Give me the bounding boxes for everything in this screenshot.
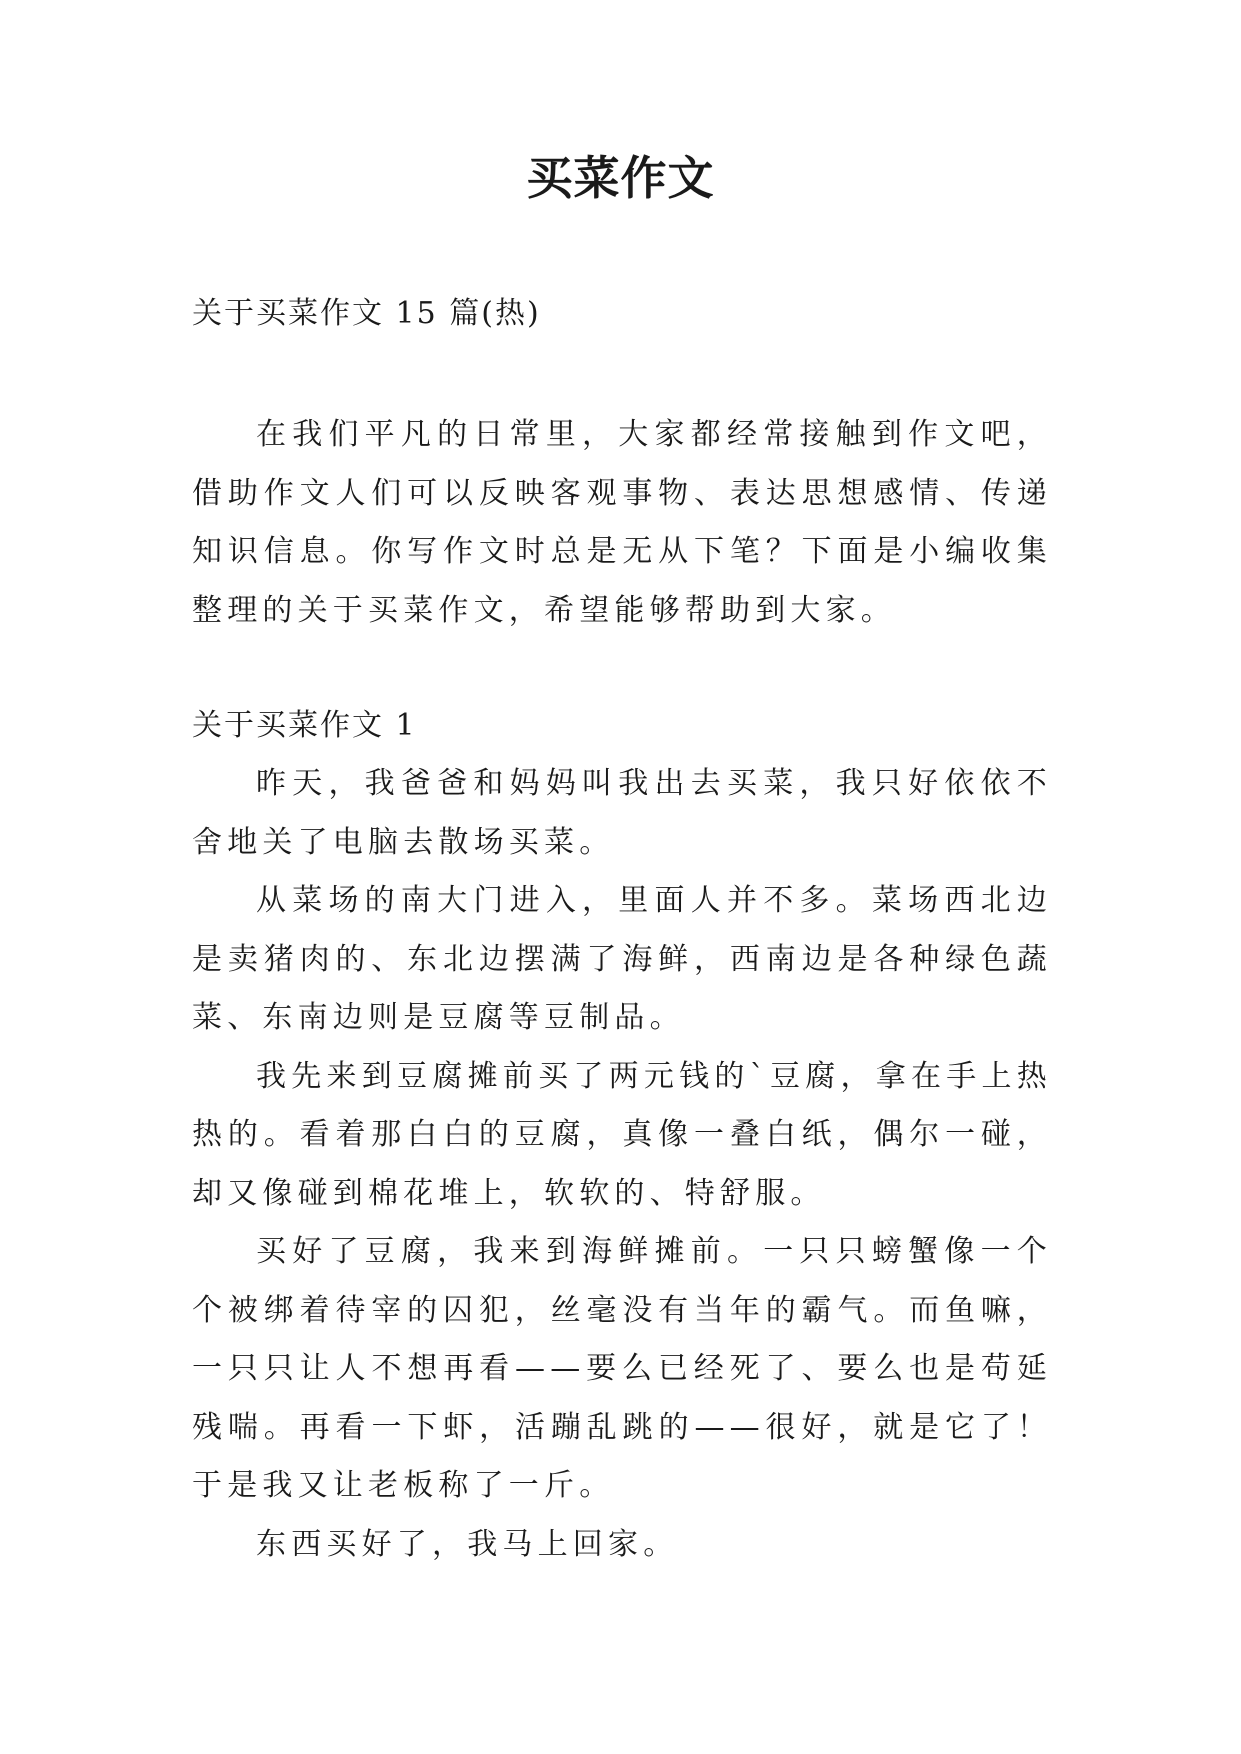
section-body (192, 755, 1052, 1574)
body-paragraph: 昨天，我爸爸和妈妈叫我出去买菜，我只好依依不舍地关了电脑去散场买菜。 (192, 766, 1052, 860)
body-paragraph: 我先来到豆腐摊前买了两元钱的`豆腐，拿在手上热热的。看着那白白的豆腐，真像一叠白纸，偶尔一碰，却又像碰到棉花堆上，软软的、特舒服。 (192, 1058, 1052, 1211)
intro-paragraph: 在我们平凡的日常里，大家都经常接触到作文吧，借助作文人们可以反映客观事物、表达思想感情、传递知识信息。你写作文时总是无从下笔？下面是小编收集整理的关于买菜作文，希望能够帮助到大家。 (192, 417, 1052, 628)
document-title: 买菜作文 (526, 151, 715, 205)
body-paragraph: 从菜场的南大门进入，里面人并不多。菜场西北边是卖猪肉的、东北边摆满了海鲜，西南边是各种绿色蔬菜、东南边则是豆腐等豆制品。 (192, 883, 1052, 1035)
body-paragraph: 买好了豆腐，我来到海鲜摊前。一只只螃蟹像一个个被绑着待宰的囚犯，丝毫没有当年的霸气。而鱼嘛，一只只让人不想再看——要么已经死了、要么也是苟延残喘。再看一下虾，活蹦乱跳的——很好，就是它了！于是我又让老板称了一斤。 (192, 1234, 1052, 1503)
body-paragraph: 东西买好了，我马上回家。 (256, 1526, 679, 1562)
section-heading: 关于买菜作文 1 (192, 708, 417, 743)
document-subtitle: 关于买菜作文 15 篇(热) (192, 296, 541, 331)
